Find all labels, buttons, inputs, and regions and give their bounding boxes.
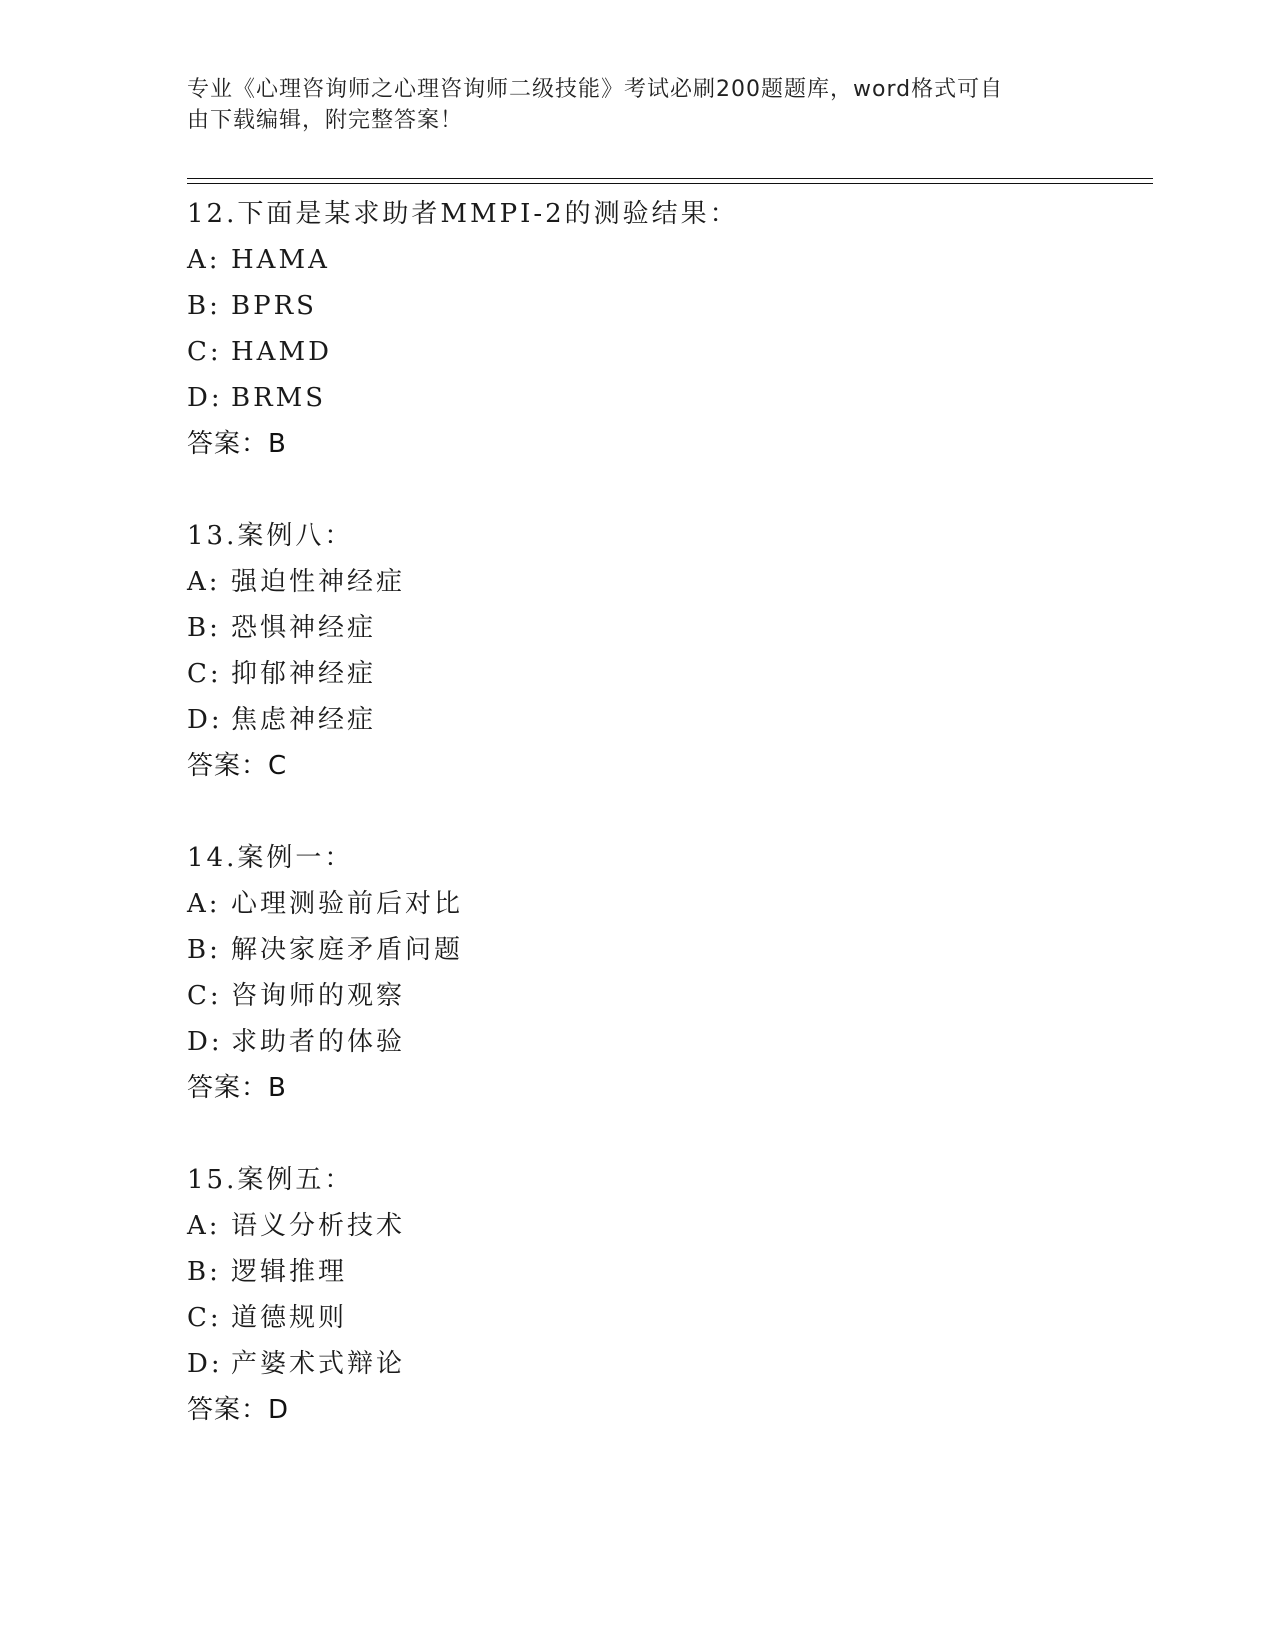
option-text: 恐惧神经症 [231, 613, 377, 643]
option-label: C: [187, 337, 222, 367]
question-stem: 15.案例五： [187, 1165, 354, 1195]
header-line-2: 由下载编辑，附完整答案！ [187, 108, 464, 133]
option-text: 心理测验前后对比 [231, 889, 464, 919]
option-label: B: [187, 935, 221, 965]
option-c [187, 651, 1153, 697]
document-header [187, 74, 1087, 136]
option-text: BRMS [231, 383, 327, 413]
option-text: 咨询师的观察 [231, 981, 406, 1011]
option-label: A: [187, 567, 221, 597]
option-d [187, 1019, 1153, 1065]
option-label: B: [187, 613, 221, 643]
option-label: C: [187, 659, 222, 689]
option-d [187, 375, 1153, 421]
option-label: C: [187, 981, 222, 1011]
question-list [187, 191, 1153, 1479]
answer-line: 答案：B [187, 1073, 287, 1103]
option-text: 焦虑神经症 [231, 705, 377, 735]
option-b [187, 1249, 1153, 1295]
option-b [187, 927, 1153, 973]
question-12 [187, 191, 1153, 467]
question-stem: 14.案例一： [187, 843, 354, 873]
option-label: A: [187, 1211, 221, 1241]
option-label: D: [187, 705, 223, 735]
option-a [187, 237, 1153, 283]
question-14 [187, 835, 1153, 1111]
option-text: HAMD [231, 337, 332, 367]
question-15 [187, 1157, 1153, 1433]
option-c [187, 1295, 1153, 1341]
option-label: D: [187, 383, 223, 413]
header-line-1: 专业《心理咨询师之心理咨询师二级技能》考试必刷200题题库，word格式可自 [187, 77, 1004, 102]
option-label: A: [187, 245, 221, 275]
option-text: BPRS [231, 291, 317, 321]
option-b [187, 283, 1153, 329]
question-13 [187, 513, 1153, 789]
option-text: 道德规则 [231, 1303, 348, 1333]
option-text: 解决家庭矛盾问题 [231, 935, 464, 965]
option-c [187, 329, 1153, 375]
option-label: B: [187, 291, 221, 321]
question-stem: 13.案例八： [187, 521, 354, 551]
option-text: 逻辑推理 [231, 1257, 348, 1287]
option-text: 抑郁神经症 [231, 659, 377, 689]
option-label: D: [187, 1027, 223, 1057]
option-a [187, 559, 1153, 605]
option-b [187, 605, 1153, 651]
option-text: HAMA [231, 245, 330, 275]
header-divider-top [187, 178, 1153, 179]
option-c [187, 973, 1153, 1019]
header-divider-bottom [187, 183, 1153, 184]
option-label: D: [187, 1349, 223, 1379]
option-text: 强迫性神经症 [231, 567, 406, 597]
question-stem: 12.下面是某求助者MMPI-2的测验结果： [187, 199, 739, 229]
answer-line: 答案：C [187, 751, 288, 781]
option-a [187, 1203, 1153, 1249]
option-label: A: [187, 889, 221, 919]
option-d [187, 697, 1153, 743]
option-label: C: [187, 1303, 222, 1333]
option-text: 产婆术式辩论 [231, 1349, 406, 1379]
option-text: 求助者的体验 [231, 1027, 406, 1057]
option-a [187, 881, 1153, 927]
answer-line: 答案：B [187, 429, 287, 459]
option-label: B: [187, 1257, 221, 1287]
answer-line: 答案：D [187, 1395, 290, 1425]
option-d [187, 1341, 1153, 1387]
option-text: 语义分析技术 [231, 1211, 406, 1241]
